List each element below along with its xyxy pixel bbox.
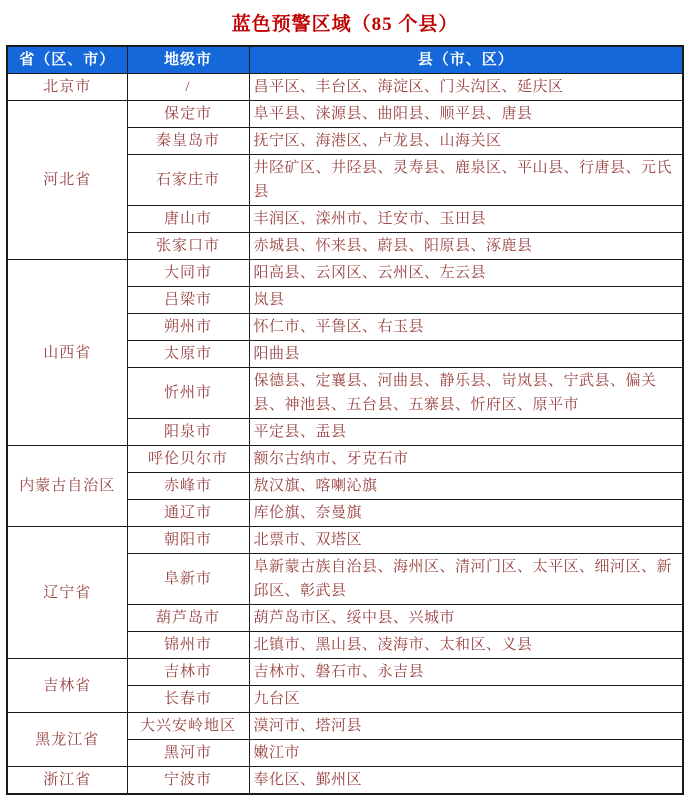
city-cell: 长春市 [127, 686, 249, 713]
city-cell: 保定市 [127, 101, 249, 128]
counties-cell: 保德县、定襄县、河曲县、静乐县、岢岚县、宁武县、偏关县、神池县、五台县、五寨县、忻府区、原平市 [249, 368, 683, 419]
city-cell: 唐山市 [127, 206, 249, 233]
counties-cell: 阳曲县 [249, 341, 683, 368]
table-row [7, 260, 683, 287]
province-cell: 山西省 [7, 260, 127, 446]
counties-cell: 抚宁区、海港区、卢龙县、山海关区 [249, 128, 683, 155]
counties-cell: 丰润区、滦州市、迁安市、玉田县 [249, 206, 683, 233]
table-body [7, 74, 683, 795]
counties-cell: 额尔古纳市、牙克石市 [249, 446, 683, 473]
city-cell: 通辽市 [127, 500, 249, 527]
counties-cell: 吉林市、磐石市、永吉县 [249, 659, 683, 686]
city-cell: 阳泉市 [127, 419, 249, 446]
counties-cell: 漠河市、塔河县 [249, 713, 683, 740]
city-cell: 阜新市 [127, 554, 249, 605]
column-header-1: 地级市 [127, 46, 249, 74]
city-cell: 大同市 [127, 260, 249, 287]
counties-cell: 北镇市、黑山县、凌海市、太和区、义县 [249, 632, 683, 659]
city-cell: 大兴安岭地区 [127, 713, 249, 740]
page-title: 蓝色预警区域（85 个县） [231, 14, 459, 35]
city-cell: 锦州市 [127, 632, 249, 659]
counties-cell: 库伦旗、奈曼旗 [249, 500, 683, 527]
table-header-row [7, 46, 683, 74]
city-cell: 朝阳市 [127, 527, 249, 554]
city-cell: 宁波市 [127, 767, 249, 795]
counties-cell: 九台区 [249, 686, 683, 713]
counties-cell: 岚县 [249, 287, 683, 314]
province-cell: 辽宁省 [7, 527, 127, 659]
warning-region-table [6, 45, 684, 795]
city-cell: 吉林市 [127, 659, 249, 686]
city-cell: / [127, 74, 249, 101]
table-row [7, 527, 683, 554]
counties-cell: 北票市、双塔区 [249, 527, 683, 554]
city-cell: 秦皇岛市 [127, 128, 249, 155]
province-cell: 黑龙江省 [7, 713, 127, 767]
counties-cell: 葫芦岛市区、绥中县、兴城市 [249, 605, 683, 632]
city-cell: 忻州市 [127, 368, 249, 419]
city-cell: 石家庄市 [127, 155, 249, 206]
counties-cell: 嫩江市 [249, 740, 683, 767]
province-cell: 吉林省 [7, 659, 127, 713]
city-cell: 太原市 [127, 341, 249, 368]
counties-cell: 昌平区、丰台区、海淀区、门头沟区、延庆区 [249, 74, 683, 101]
table-row [7, 659, 683, 686]
column-header-0: 省（区、市） [7, 46, 127, 74]
counties-cell: 敖汉旗、喀喇沁旗 [249, 473, 683, 500]
counties-cell: 奉化区、鄞州区 [249, 767, 683, 795]
counties-cell: 阜平县、涞源县、曲阳县、顺平县、唐县 [249, 101, 683, 128]
counties-cell: 赤城县、怀来县、蔚县、阳原县、涿鹿县 [249, 233, 683, 260]
province-cell: 浙江省 [7, 767, 127, 795]
city-cell: 赤峰市 [127, 473, 249, 500]
city-cell: 朔州市 [127, 314, 249, 341]
counties-cell: 井陉矿区、井陉县、灵寿县、鹿泉区、平山县、行唐县、元氏县 [249, 155, 683, 206]
counties-cell: 阜新蒙古族自治县、海州区、清河门区、太平区、细河区、新邱区、彰武县 [249, 554, 683, 605]
counties-cell: 平定县、盂县 [249, 419, 683, 446]
table-row [7, 101, 683, 128]
province-cell: 北京市 [7, 74, 127, 101]
province-cell: 内蒙古自治区 [7, 446, 127, 527]
city-cell: 张家口市 [127, 233, 249, 260]
counties-cell: 怀仁市、平鲁区、右玉县 [249, 314, 683, 341]
province-cell: 河北省 [7, 101, 127, 260]
city-cell: 葫芦岛市 [127, 605, 249, 632]
city-cell: 吕梁市 [127, 287, 249, 314]
table-row [7, 446, 683, 473]
table-row [7, 74, 683, 101]
table-row [7, 767, 683, 795]
table-row [7, 713, 683, 740]
city-cell: 黑河市 [127, 740, 249, 767]
counties-cell: 阳高县、云冈区、云州区、左云县 [249, 260, 683, 287]
city-cell: 呼伦贝尔市 [127, 446, 249, 473]
column-header-2: 县（市、区） [249, 46, 683, 74]
